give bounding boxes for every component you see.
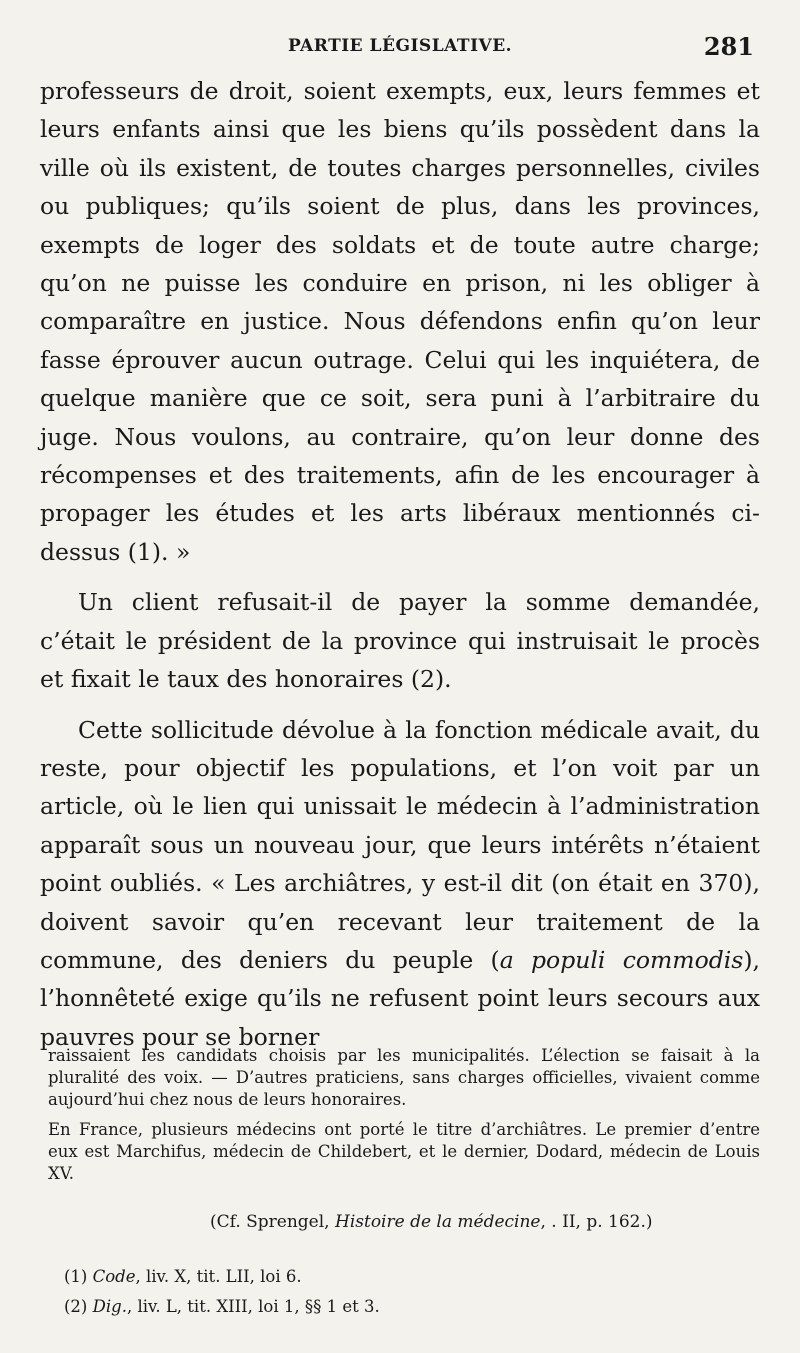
footnote-1 xyxy=(64,1262,760,1292)
citation-title: Histoire de la médecine xyxy=(335,1212,541,1232)
footnote-2 xyxy=(64,1292,760,1322)
paragraph-client: Un client refusait-il de payer la somme demandée, c’était le président de la province qui instruisait le procès et fixait le taux des honoraires (2). xyxy=(40,588,760,694)
note-citation xyxy=(210,1212,653,1232)
footnote-text: , liv. X, tit. LII, loi 6. xyxy=(135,1267,302,1286)
paragraph-sollicitude xyxy=(40,711,760,1057)
footnote-source: Dig. xyxy=(92,1297,127,1316)
footnote-text: , liv. L, tit. XIII, loi 1, §§ 1 et 3. xyxy=(126,1297,380,1316)
citation-text: (Cf. Sprengel, xyxy=(210,1212,335,1232)
notes-block xyxy=(48,1045,760,1185)
footnote-number: (1) xyxy=(64,1267,88,1286)
paragraph-continuation: professeurs de droit, soient exempts, eux, leurs femmes et leurs enfants ainsi que les biens qu’ils possèdent dans la ville où ils existent, de toutes charges personnelles, civiles ou publiques; qu’ils soient de plus, dans les provinces, exempts de loger des soldats et de toute autre charge; qu’on ne puisse les conduire en prison, ni les obliger à comparaître en justice. Nous défendons enfin qu’on leur fasse éprouver aucun outrage. Celui qui les inquiétera, de quelque manière que ce soit, sera puni à l’arbitraire du juge. Nous voulons, au contraire, qu’on leur donne des récompenses et des traitements, afin de les encourager à propager les études et les arts libéraux mentionnés ci-dessus (1). » xyxy=(40,77,760,566)
italic-latin-phrase: a populi commodis xyxy=(499,945,744,974)
paragraph-text: Cette sollicitude dévolue à la fonction médicale avait, du reste, pour objectif les populations, et l’on voit par un article, où le lien qui unissait le médecin à l’administration apparaît sous un nouveau jour, que leurs intérêts n’étaient point oubliés. « Les archiâtres, y est-il dit (on était en 370), doivent savoir qu’en recevant leur traitement de la commune, des deniers du peuple ( xyxy=(40,715,760,974)
main-text xyxy=(40,72,760,1056)
note-archiatres: En France, plusieurs médecins ont porté le titre d’archiâtres. Le premier d’entre eux est Marchifus, médecin de Childebert, et le dernier, Dodard, médecin de Louis XV. xyxy=(48,1120,760,1183)
footnote-number: (2) xyxy=(64,1297,88,1316)
paragraph-text: ), l’honnêteté exige qu’ils ne refusent point leurs secours aux pauvres pour se borner xyxy=(40,945,760,1051)
citation-text: , . II, p. 162.) xyxy=(540,1212,653,1232)
note-continuation: raissaient les candidats choisis par les municipalités. L’élection se faisait à la pluralité des voix. — D’autres praticiens, sans charges officielles, vivaient comme aujourd’hui chez nous de leurs honoraires. xyxy=(48,1046,760,1109)
footnotes xyxy=(64,1262,760,1322)
page-number: 281 xyxy=(703,32,754,61)
running-title: PARTIE LÉGISLATIVE. xyxy=(288,36,513,56)
footnote-source: Code xyxy=(92,1267,136,1286)
page-header xyxy=(40,32,760,66)
